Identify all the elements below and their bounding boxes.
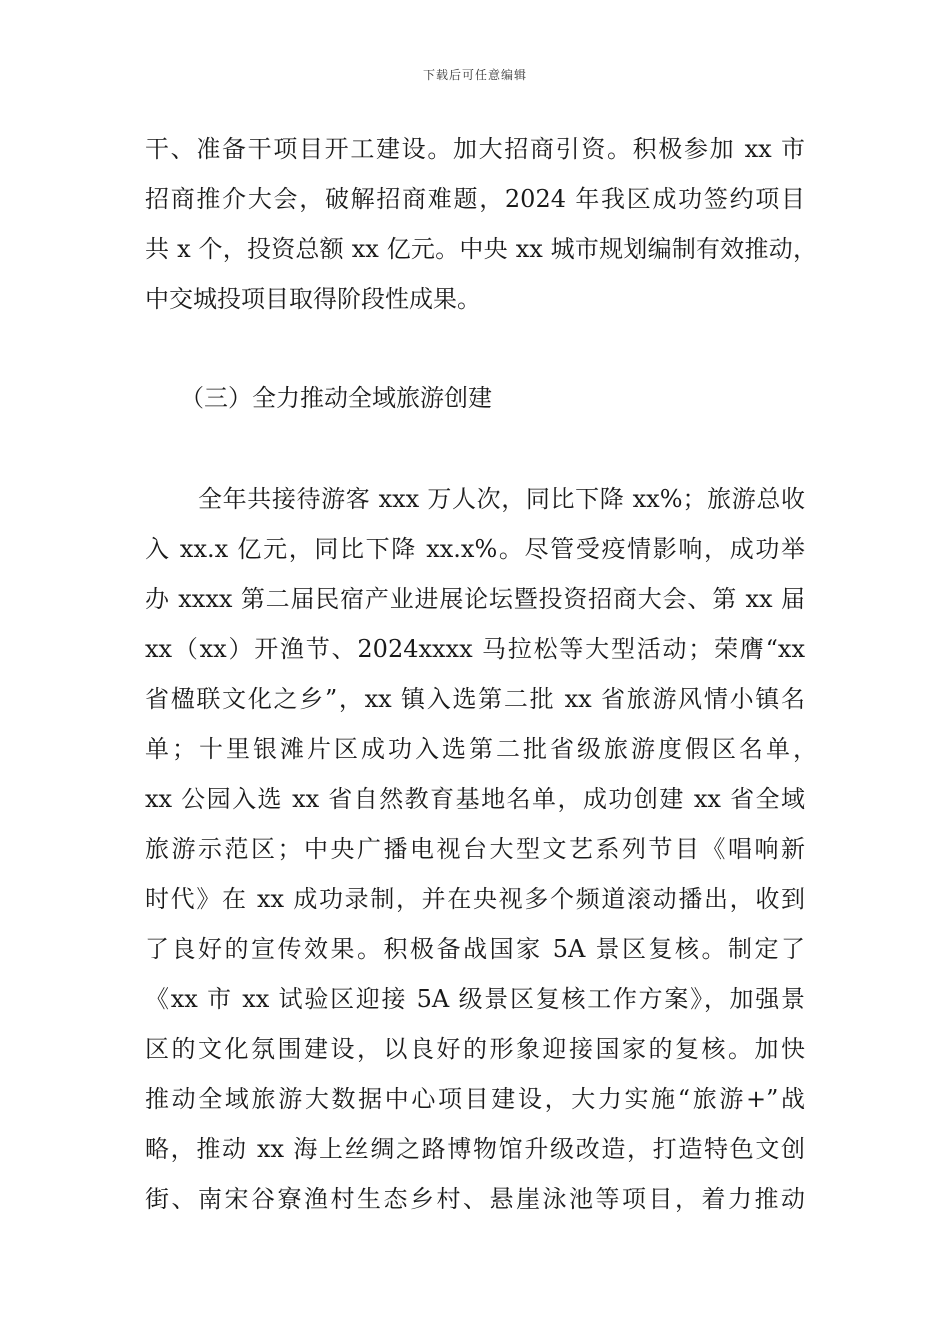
paragraph-line: xx（xx）开渔节、2024xxxx 马拉松等大型活动；荣膺“xx	[145, 635, 805, 663]
paragraph-line: 推动全域旅游大数据中心项目建设，大力实施“旅游+”战	[145, 1085, 805, 1113]
paragraph-line: 省楹联文化之乡”，xx 镇入选第二批 xx 省旅游风情小镇名	[145, 685, 805, 713]
paragraph-line: 了良好的宣传效果。积极备战国家 5A 景区复核。制定了	[145, 935, 805, 963]
paragraph-line: 旅游示范区；中央广播电视台大型文艺系列节目《唱响新	[145, 835, 805, 863]
paragraph-line: 招商推介大会，破解招商难题，2024 年我区成功签约项目	[145, 185, 805, 213]
page-header-note: 下载后可任意编辑	[422, 68, 527, 82]
paragraph-line: 办 xxxx 第二届民宿产业进展论坛暨投资招商大会、第 xx 届	[145, 585, 805, 613]
paragraph-line: 全年共接待游客 xxx 万人次，同比下降 xx%；旅游总收	[198, 485, 805, 513]
section-heading: （三）全力推动全域旅游创建	[180, 384, 492, 412]
paragraph-line: 干、准备干项目开工建设。加大招商引资。积极参加 xx 市	[145, 135, 805, 163]
paragraph-line: 入 xx.x 亿元，同比下降 xx.x%。尽管受疫情影响，成功举	[145, 535, 805, 563]
paragraph-line: 共 x 个，投资总额 xx 亿元。中央 xx 城市规划编制有效推动，	[145, 235, 817, 263]
paragraph-line: 时代》在 xx 成功录制，并在央视多个频道滚动播出，收到	[145, 885, 805, 913]
paragraph-line: 《xx 市 xx 试验区迎接 5A 级景区复核工作方案》，加强景	[145, 985, 805, 1013]
paragraph-line: 略，推动 xx 海上丝绸之路博物馆升级改造，打造特色文创	[145, 1135, 805, 1163]
paragraph-line: xx 公园入选 xx 省自然教育基地名单，成功创建 xx 省全域	[145, 785, 805, 813]
paragraph-line: 单；十里银滩片区成功入选第二批省级旅游度假区名单，	[145, 735, 817, 763]
paragraph-line: 中交城投项目取得阶段性成果。	[145, 285, 481, 313]
paragraph-line: 街、南宋谷寮渔村生态乡村、悬崖泳池等项目，着力推动	[145, 1185, 805, 1213]
paragraph-line: 区的文化氛围建设，以良好的形象迎接国家的复核。加快	[145, 1035, 805, 1063]
